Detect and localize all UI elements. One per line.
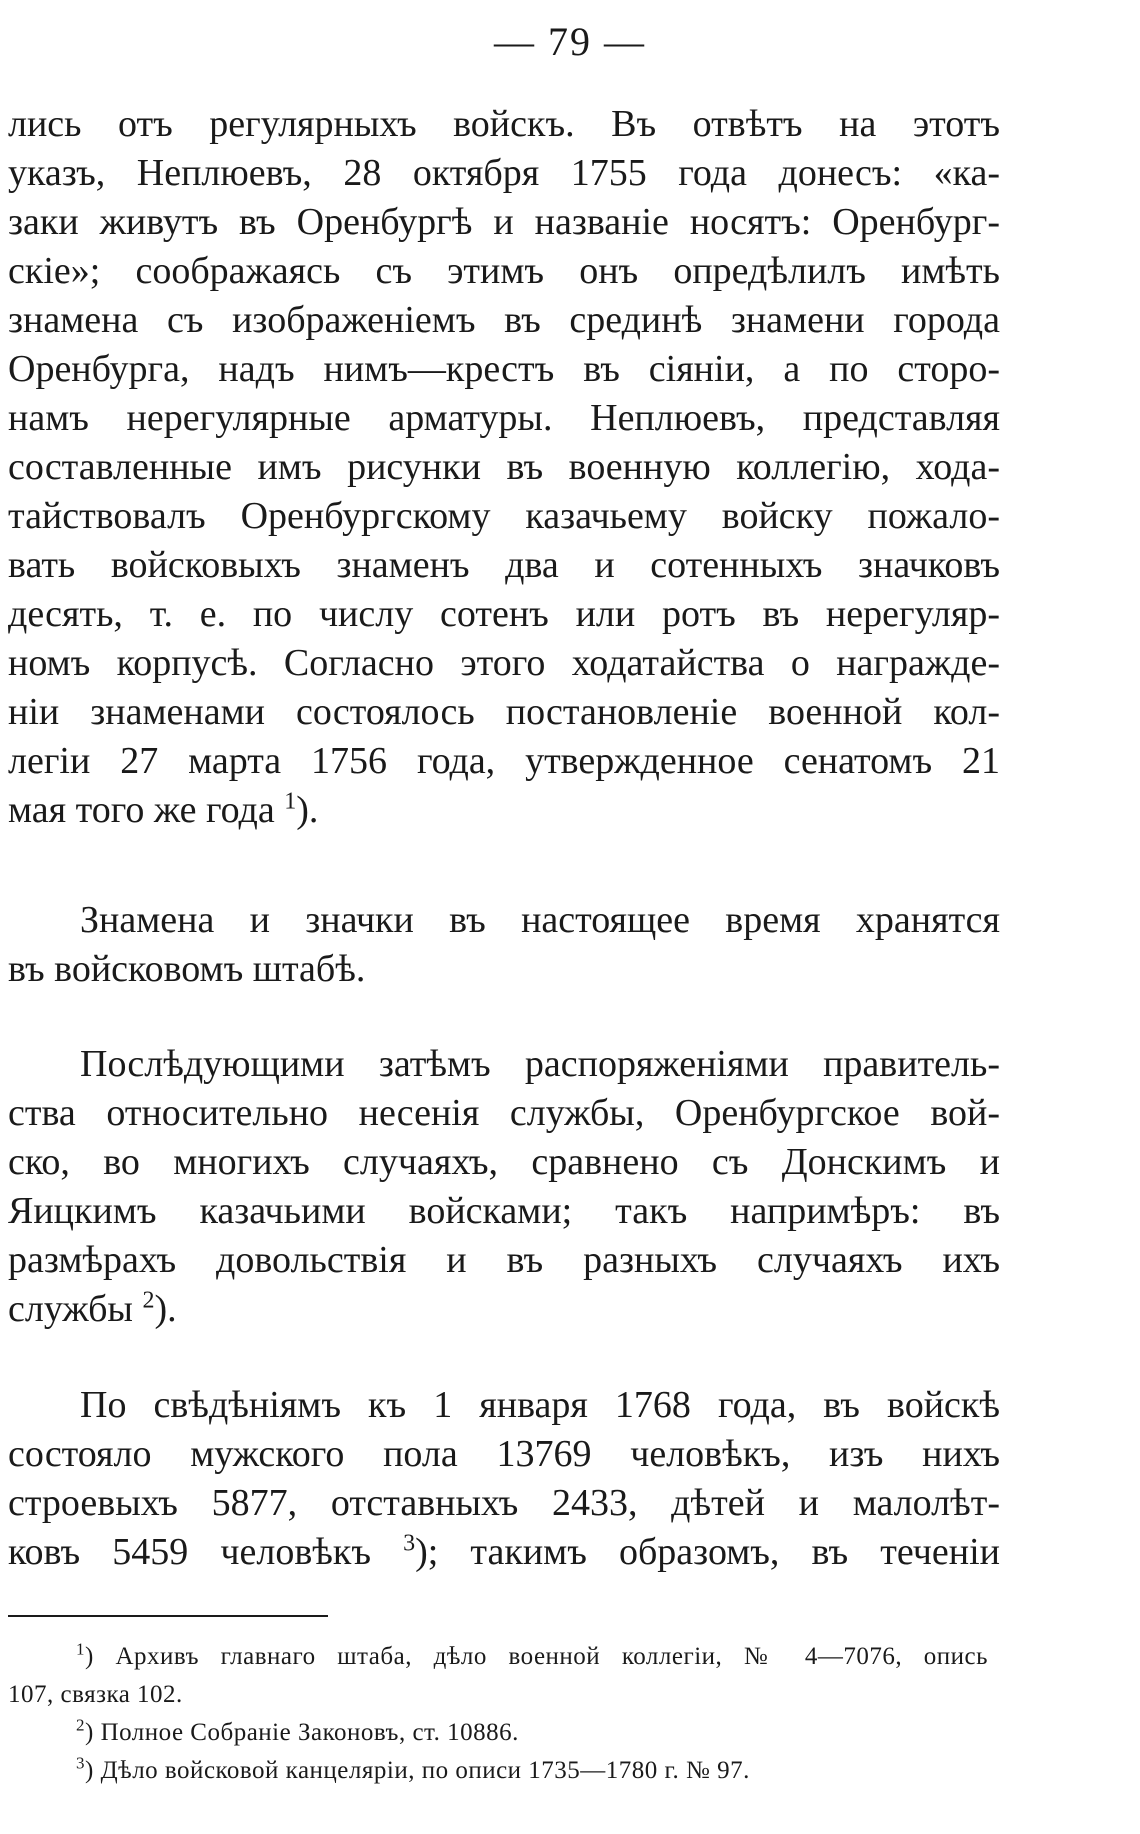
text-line: знамена съ изображеніемъ въ срединѣ знамени города — [8, 299, 1000, 341]
text-line: состояло мужского пола 13769 человѣкъ, изъ нихъ — [8, 1433, 1000, 1475]
text-line-last — [8, 1285, 1000, 1334]
text-line: ско, во многихъ случаяхъ, сравнено съ Донскимъ и — [8, 1141, 1000, 1183]
text-line: строевыхъ 5877, отставныхъ 2433, дѣтей и малолѣт- — [8, 1482, 1000, 1524]
text-line: лись отъ регулярныхъ войскъ. Въ отвѣтъ на этотъ — [8, 103, 1000, 145]
footnote-2 — [8, 1714, 988, 1752]
text-line: десять, т. е. по числу сотенъ или ротъ въ нерегуляр- — [8, 593, 1000, 635]
text-line: ніи знаменами состоялось постановленіе военной кол- — [8, 691, 1000, 733]
footnote-1-continued: 107, связка 102. — [8, 1681, 183, 1708]
text-line: вать войсковыхъ знаменъ два и сотенныхъ значковъ — [8, 544, 1000, 586]
page-number: — 79 — — [494, 19, 646, 64]
text-line: намъ нерегулярные арматуры. Неплюевъ, представляя — [8, 397, 1000, 439]
footnote-ref-3[interactable]: 3 — [403, 1530, 416, 1557]
text-line: указъ, Неплюевъ, 28 октября 1755 года донесъ: «ка- — [8, 152, 1000, 194]
text-segment: службы — [8, 1288, 133, 1330]
text-line: Оренбурга, надъ нимъ—крестъ въ сіяніи, а по сторо- — [8, 348, 1000, 390]
text-line: заки живутъ въ Оренбургѣ и названіе носятъ: Оренбург- — [8, 201, 1000, 243]
footnotes — [8, 1638, 988, 1790]
footnote-marker-2: 2 — [76, 1715, 85, 1735]
footnote-ref-2[interactable]: 2 — [142, 1287, 155, 1314]
text-line: легіи 27 марта 1756 года, утвержденное сенатомъ 21 — [8, 740, 1000, 782]
text-line: составленные имъ рисунки въ военную коллегію, хода- — [8, 446, 1000, 488]
text-segment: ). — [154, 1288, 177, 1330]
text-line: По свѣдѣніямъ къ 1 января 1768 года, въ войскѣ — [80, 1384, 1000, 1426]
footnote-marker-1: 1 — [76, 1639, 85, 1659]
text-line: номъ корпусѣ. Согласно этого ходатайства о награжде- — [8, 642, 1000, 684]
text-segment: ). — [296, 789, 319, 831]
text-line: тайствовалъ Оренбургскому казачьему войску пожало- — [8, 495, 1000, 537]
text-line: Знамена и значки въ настоящее время хранятся — [80, 899, 1000, 941]
footnote-1 — [8, 1638, 988, 1676]
paragraph-3 — [8, 1040, 1000, 1334]
text-line: размѣрахъ довольствія и въ разныхъ случаяхъ ихъ — [8, 1239, 1000, 1281]
footnote-text: ) Полное Собраніе Законовъ, ст. 10886. — [85, 1719, 519, 1746]
footnote-divider — [8, 1615, 328, 1617]
text-line: Послѣдующими затѣмъ распоряженіями правитель- — [80, 1043, 1000, 1085]
text-line-last — [8, 786, 1000, 835]
text-line-continues — [8, 1528, 1000, 1577]
footnote-ref-1[interactable]: 1 — [284, 788, 297, 815]
footnote-3 — [8, 1752, 988, 1790]
paragraph-1 — [8, 100, 1000, 835]
text-line: Яицкимъ казачьими войсками; такъ напримѣръ: въ — [8, 1190, 1000, 1232]
text-line: скіе»; соображаясь съ этимъ онъ опредѣлилъ имѣть — [8, 250, 1000, 292]
text-segment: мая того же года — [8, 789, 275, 831]
footnote-text: ) Архивъ главнаго штаба, дѣло военной коллегіи, № 4—7076, опись — [85, 1643, 988, 1670]
text-segment: ); такимъ образомъ, въ теченіи — [415, 1531, 1001, 1573]
footnote-marker-3: 3 — [76, 1753, 85, 1773]
text-line-last: въ войсковомъ штабѣ. — [8, 948, 366, 990]
text-segment: ковъ 5459 человѣкъ — [8, 1531, 372, 1573]
paragraph-4 — [8, 1381, 1000, 1577]
footnote-text: ) Дѣло войсковой канцеляріи, по описи 1735—1780 г. № 97. — [85, 1757, 750, 1784]
text-line: ства относительно несенія службы, Оренбургское вой- — [8, 1092, 1000, 1134]
paragraph-2 — [8, 896, 1000, 994]
